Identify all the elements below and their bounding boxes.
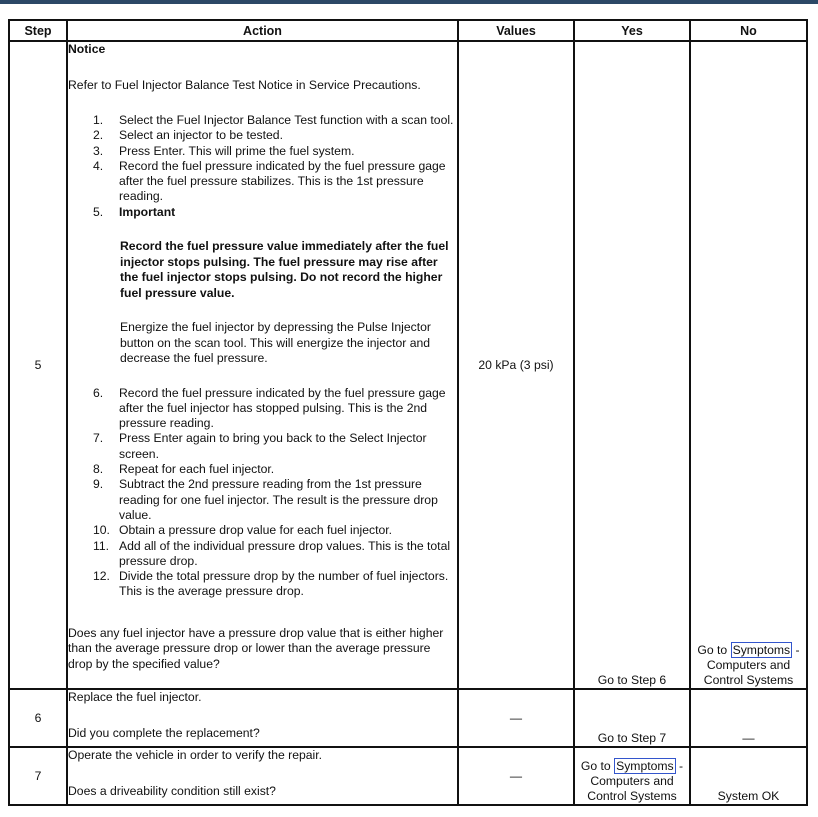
symptoms-link[interactable]: Symptoms bbox=[616, 759, 674, 773]
values-cell: — bbox=[458, 747, 574, 805]
list-item: 3. Press Enter. This will prime the fuel system. bbox=[93, 143, 355, 158]
list-item: 7. Press Enter again to bring you back to the Select Injector screen. bbox=[93, 431, 427, 461]
table-row-step-6 bbox=[9, 689, 807, 747]
list-item: 11. Add all of the individual pressure drop values. This is the total pressure drop. bbox=[93, 538, 451, 568]
table-row-step-7 bbox=[9, 747, 807, 805]
yes-cell: Go to Symptoms - Computers and Control Systems bbox=[574, 747, 690, 805]
values-cell: — bbox=[458, 689, 574, 747]
list-item: 10. Obtain a pressure drop value for each fuel injector. bbox=[93, 523, 393, 538]
yes-cell bbox=[574, 689, 690, 747]
notice-heading: Notice bbox=[68, 42, 106, 56]
action-cell bbox=[67, 41, 458, 689]
list-item: 2. Select an injector to be tested. bbox=[93, 128, 283, 143]
yes-cell bbox=[574, 41, 690, 689]
header-row bbox=[9, 20, 807, 41]
header-action: Action bbox=[67, 20, 458, 41]
procedure-list-continued bbox=[68, 386, 457, 600]
goto-step-6-link[interactable]: Go to Step 6 bbox=[597, 673, 667, 687]
header-values: Values bbox=[458, 20, 574, 41]
decision-question: Does any fuel injector have a pressure drop value that is either higher than the average pressure drop or lower than the average pressure drop by the specified value? bbox=[68, 625, 444, 671]
notice-text: Refer to Fuel Injector Balance Test Notice in Service Precautions. bbox=[68, 77, 421, 92]
action-text: Replace the fuel injector. bbox=[68, 690, 202, 704]
list-item: 6. Record the fuel pressure indicated by the fuel pressure gage after the fuel injector has stopped pulsing. This is the 2nd pressure reading. bbox=[93, 385, 446, 431]
list-item: 9. Subtract the 2nd pressure reading from the 1st pressure reading for one fuel injector. The result is the pressure drop value. bbox=[93, 477, 438, 522]
action-text: Operate the vehicle in order to verify the repair. bbox=[68, 748, 323, 762]
values-cell: 20 kPa (3 psi) bbox=[458, 41, 574, 689]
list-item: 1. Select the Fuel Injector Balance Test function with a scan tool. bbox=[93, 113, 454, 127]
symptoms-link[interactable]: Symptoms bbox=[732, 643, 791, 657]
step-number: 6 bbox=[9, 689, 67, 747]
no-cell: — bbox=[690, 689, 807, 747]
goto-step-7-link[interactable]: Go to Step 7 bbox=[597, 731, 667, 745]
table-row-step-5 bbox=[9, 41, 807, 689]
no-cell: Go to Symptoms - Computers and Control Systems bbox=[690, 41, 807, 689]
important-heading: Important bbox=[119, 204, 176, 219]
header-no: No bbox=[690, 20, 807, 41]
list-item: 8. Repeat for each fuel injector. bbox=[93, 462, 275, 477]
decision-question: Did you complete the replacement? bbox=[68, 725, 260, 740]
top-window-bar bbox=[0, 0, 818, 4]
important-text: Record the fuel pressure value immediately after the fuel injector stops pulsing. The fuel pressure may rise after the fuel injector stops pulsing. Do not record the higher fuel pressure value. bbox=[120, 239, 449, 300]
list-item: 12. Divide the total pressure drop by the number of fuel injectors. This is the average pressure drop. bbox=[93, 569, 449, 599]
energize-text: Energize the fuel injector by depressing the Pulse Injector button on the scan tool. This will energize the injector and decrease the fuel pressure. bbox=[120, 320, 431, 366]
header-yes: Yes bbox=[574, 20, 690, 41]
header-step: Step bbox=[9, 20, 67, 41]
no-cell: System OK bbox=[690, 747, 807, 805]
action-cell bbox=[67, 747, 458, 805]
list-item: 4. Record the fuel pressure indicated by the fuel pressure gage after the fuel pressure stabilizes. This is the 1st pressure reading. bbox=[93, 158, 446, 204]
step-number: 7 bbox=[9, 747, 67, 805]
diagnostic-table bbox=[8, 19, 808, 806]
action-cell bbox=[67, 689, 458, 747]
list-item: 5. Important bbox=[68, 205, 457, 220]
step-number: 5 bbox=[9, 41, 67, 689]
procedure-list bbox=[68, 113, 457, 220]
decision-question: Does a driveability condition still exist? bbox=[68, 783, 276, 798]
